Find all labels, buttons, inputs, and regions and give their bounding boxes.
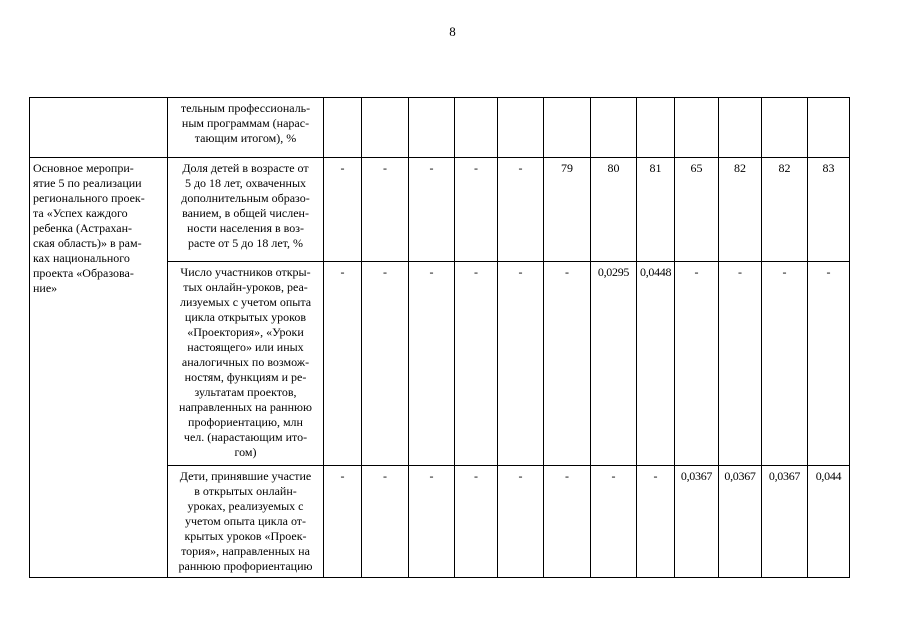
indicator-text-line: дополнительным образо- xyxy=(181,191,310,205)
indicator-text-line: тория», направленных на xyxy=(181,544,310,558)
value-cell: 83 xyxy=(808,158,850,262)
value-cell: 81 xyxy=(637,158,675,262)
event-text-line: ребенка (Астрахан- xyxy=(33,221,132,235)
indicator-text-line: цикла открытых уроков xyxy=(184,310,307,324)
indicator-text-line: Доля детей в возрасте от xyxy=(182,161,309,175)
value-cell xyxy=(808,98,850,158)
value-cell xyxy=(762,98,808,158)
value-cell xyxy=(637,98,675,158)
indicator-text-line: уроках, реализуемых с xyxy=(187,499,304,513)
value-cell xyxy=(719,98,762,158)
indicator-text-line: «Проектория», «Уроки xyxy=(187,325,304,339)
value-cell: - xyxy=(762,262,808,466)
indicator-text-line: Число участников откры- xyxy=(180,265,311,279)
value-cell: 82 xyxy=(719,158,762,262)
value-cell: 0,044 xyxy=(808,466,850,578)
indicator-text-line: учетом опыта цикла от- xyxy=(184,514,307,528)
value-cell xyxy=(324,98,362,158)
indicator-text-line: 5 до 18 лет, охваченных xyxy=(184,176,307,190)
value-cell xyxy=(591,98,637,158)
value-cell: - xyxy=(362,466,409,578)
value-cell: 82 xyxy=(762,158,808,262)
indicator-text-line: гом) xyxy=(234,445,257,459)
value-cell: 0,0448 xyxy=(637,262,675,466)
indicator-text-line: ным программам (нарас- xyxy=(181,116,310,130)
indicator-text-line: Дети, принявшие участие xyxy=(179,469,312,483)
value-cell: - xyxy=(324,158,362,262)
value-cell: - xyxy=(409,466,455,578)
indicator-text-line: тельным профессиональ- xyxy=(180,101,311,115)
indicator-text-line: крытых уроков «Проек- xyxy=(184,529,307,543)
value-cell: - xyxy=(455,158,498,262)
value-cell: - xyxy=(324,466,362,578)
value-cell: - xyxy=(362,158,409,262)
value-cell: 80 xyxy=(591,158,637,262)
indicator-text-line: раннюю профориентацию xyxy=(178,559,313,573)
value-cell: - xyxy=(719,262,762,466)
value-cell xyxy=(362,98,409,158)
value-cell: 79 xyxy=(544,158,591,262)
indicator-text-line: ностям, функциям и ре- xyxy=(184,370,307,384)
value-cell: - xyxy=(409,158,455,262)
value-cell: 0,0295 xyxy=(591,262,637,466)
event-text-line: Основное меропри- xyxy=(33,161,134,175)
value-cell: 0,0367 xyxy=(675,466,719,578)
value-cell: - xyxy=(324,262,362,466)
event-text-line: та «Успех каждого xyxy=(33,206,128,220)
indicator-text-line: ности населения в воз- xyxy=(187,221,304,235)
value-cell xyxy=(409,98,455,158)
value-cell: - xyxy=(591,466,637,578)
indicator-cell xyxy=(168,158,324,262)
indicator-text-line: направленных на раннюю xyxy=(179,400,312,414)
value-cell: - xyxy=(498,158,544,262)
indicator-text-line: зультатам проектов, xyxy=(194,385,297,399)
event-text-line: проекта «Образова- xyxy=(33,266,134,280)
value-cell: - xyxy=(455,466,498,578)
value-cell xyxy=(675,98,719,158)
value-cell: - xyxy=(409,262,455,466)
indicator-text-line: расте от 5 до 18 лет, % xyxy=(187,236,304,250)
event-text-line: ках национального xyxy=(33,251,130,265)
value-cell xyxy=(455,98,498,158)
indicator-text-line: ванием, в общей числен- xyxy=(182,206,309,220)
value-cell: - xyxy=(498,262,544,466)
value-cell xyxy=(498,98,544,158)
value-cell: - xyxy=(498,466,544,578)
indicator-text-line: лизуемых с учетом опыта xyxy=(179,295,312,309)
value-cell xyxy=(544,98,591,158)
page-number: 8 xyxy=(449,24,456,39)
value-cell: - xyxy=(544,262,591,466)
value-cell: - xyxy=(675,262,719,466)
indicator-text-line: аналогичных по возмож- xyxy=(181,355,310,369)
indicator-text-line: настоящего» или иных xyxy=(187,340,304,354)
value-cell: - xyxy=(808,262,850,466)
event-text-line: ние» xyxy=(33,281,58,295)
table-row-children-share xyxy=(30,158,850,262)
table-row-continuation xyxy=(30,98,850,158)
event-cell xyxy=(30,158,168,578)
indicator-text-line: тающим итогом), % xyxy=(194,131,297,145)
value-cell: 0,0367 xyxy=(719,466,762,578)
indicator-text-line: в открытых онлайн- xyxy=(194,484,297,498)
value-cell: 65 xyxy=(675,158,719,262)
event-text-line: регионального проек- xyxy=(33,191,145,205)
indicators-table xyxy=(29,97,850,578)
indicator-text-line: профориентацию, млн xyxy=(188,415,303,429)
indicator-text-line: тых онлайн-уроков, реа- xyxy=(183,280,308,294)
event-text-line: ятие 5 по реализации xyxy=(33,176,142,190)
event-text-line: ская область)» в рам- xyxy=(33,236,142,250)
event-cell-empty xyxy=(30,98,168,158)
indicator-text-line: чел. (нарастающим ито- xyxy=(183,430,308,444)
value-cell: - xyxy=(637,466,675,578)
indicator-cell xyxy=(168,466,324,578)
value-cell: 0,0367 xyxy=(762,466,808,578)
value-cell: - xyxy=(544,466,591,578)
indicator-cell xyxy=(168,98,324,158)
indicator-cell xyxy=(168,262,324,466)
value-cell: - xyxy=(455,262,498,466)
value-cell: - xyxy=(362,262,409,466)
